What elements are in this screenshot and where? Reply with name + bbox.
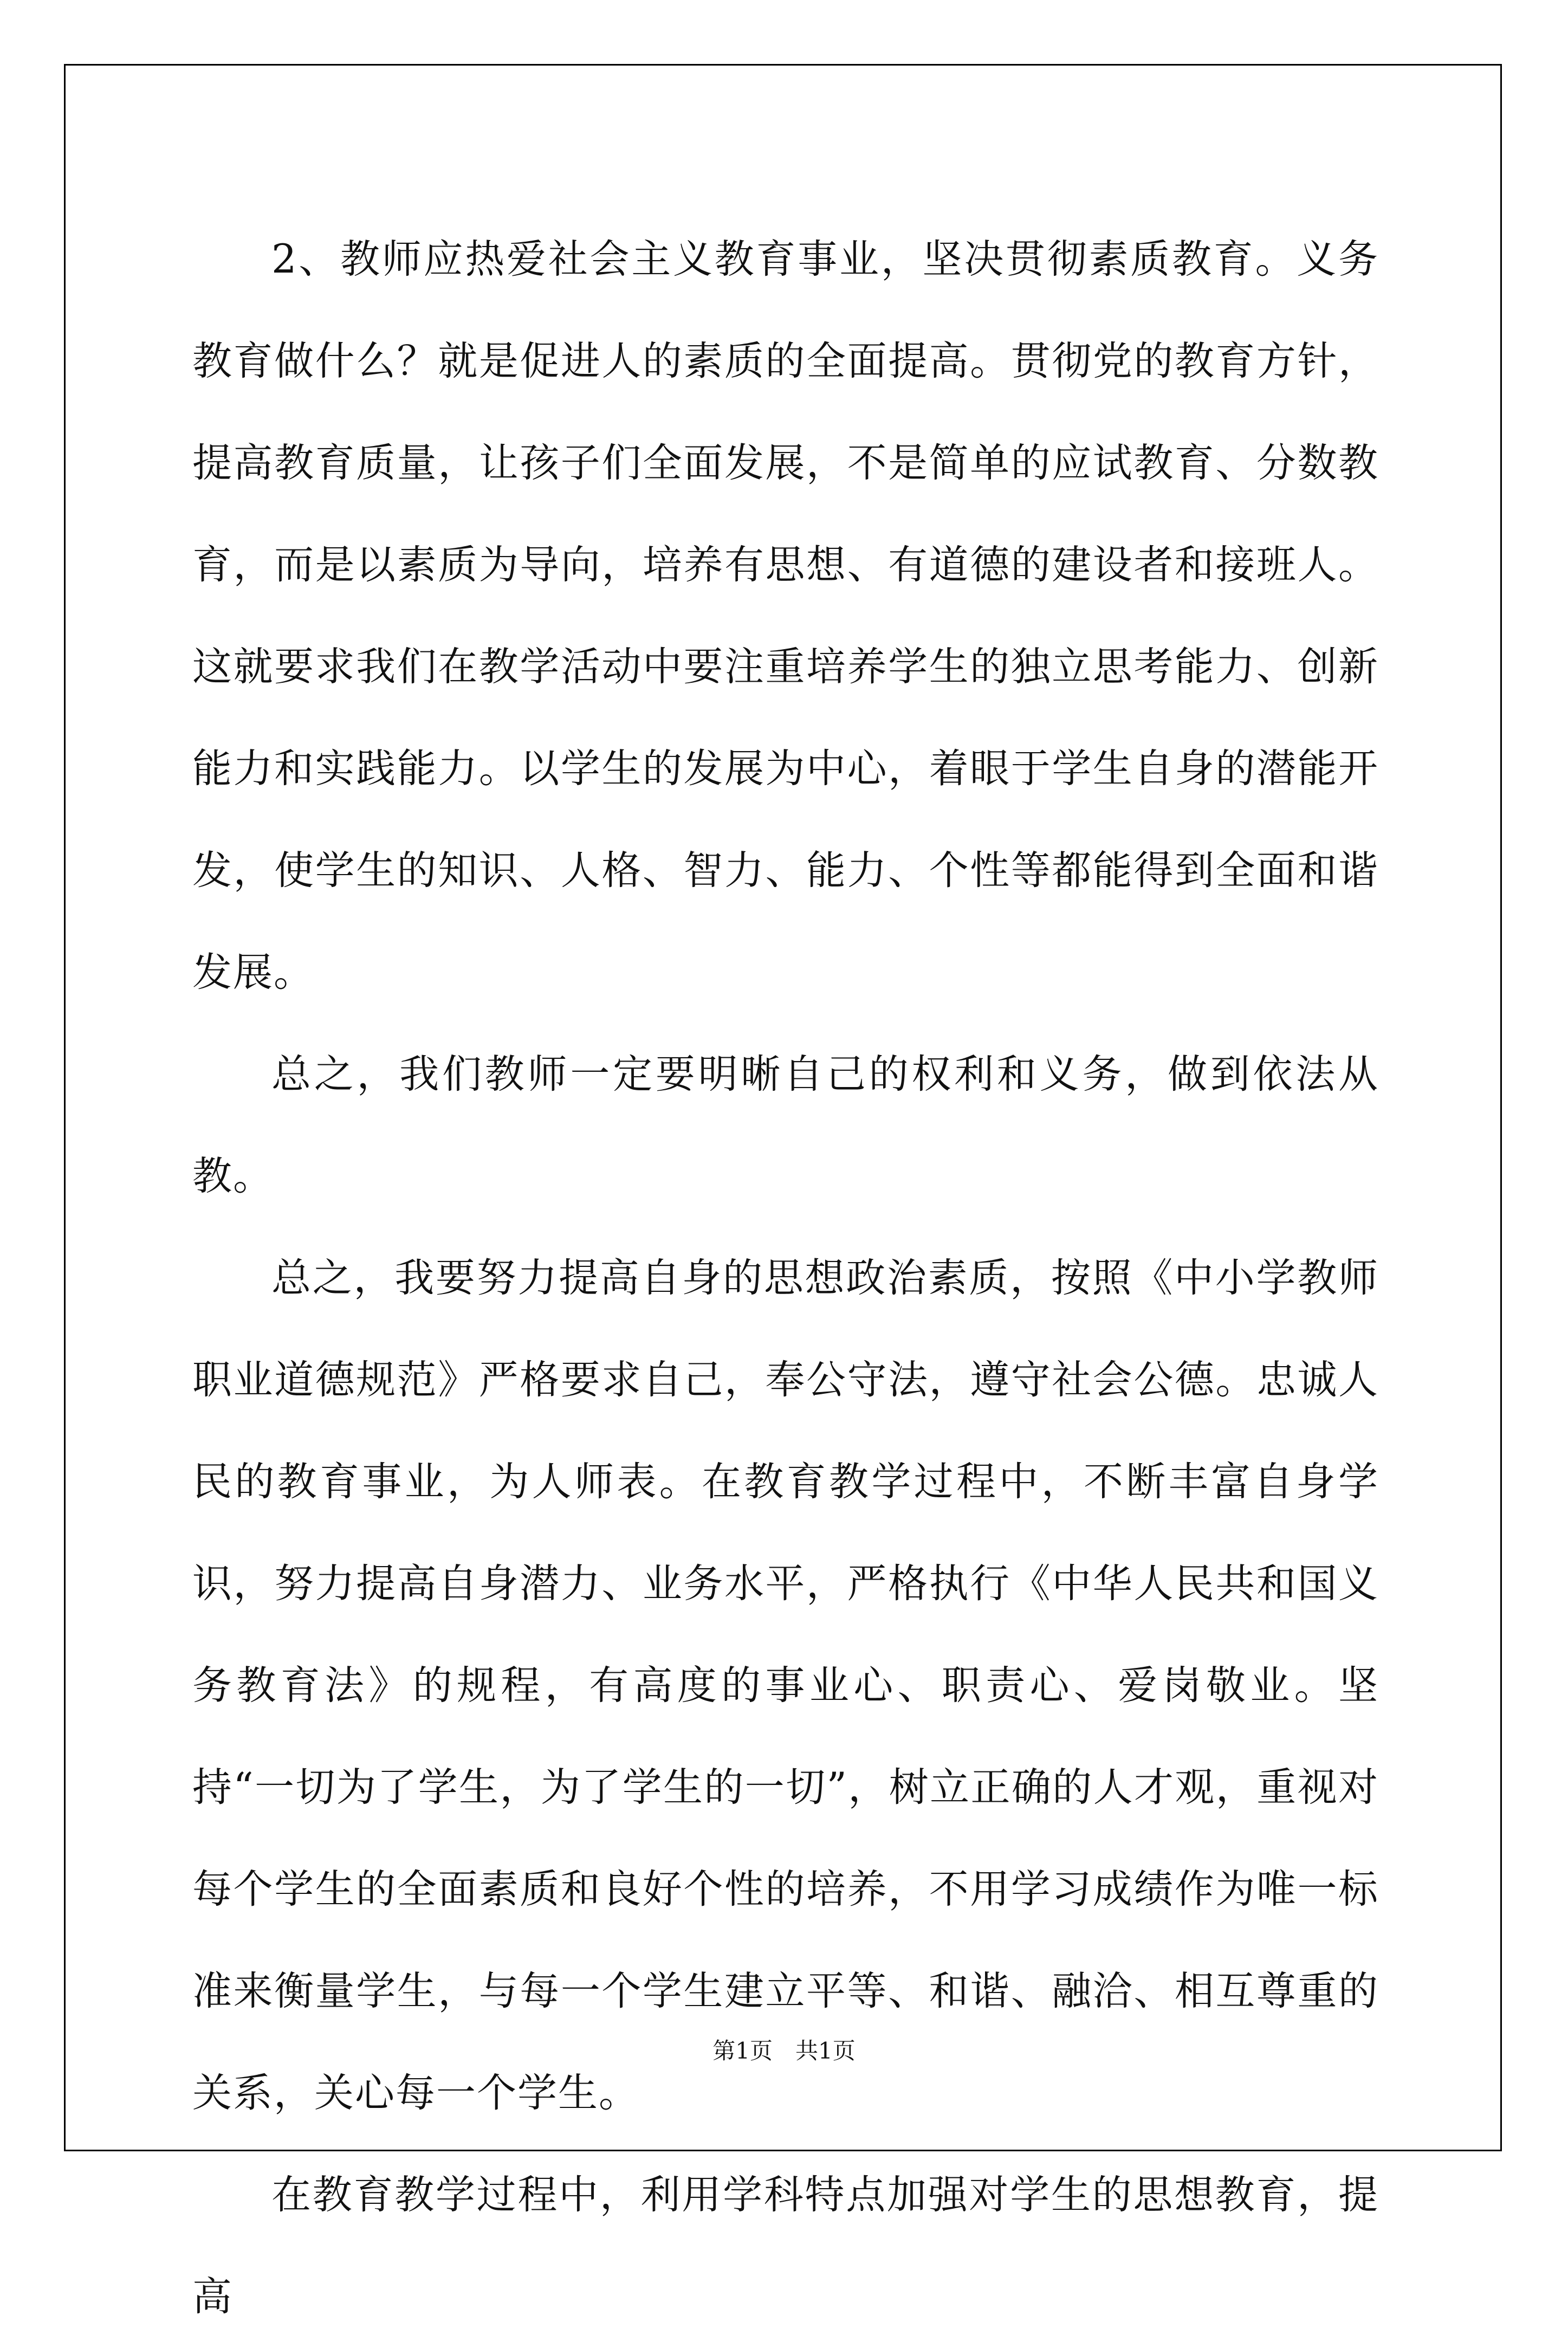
paragraph-4: 在教育教学过程中，利用学科特点加强对学生的思想教育，提高 [192,2172,1379,2320]
paragraph-1: 2、教师应热爱社会主义教育事业，坚决贯彻素质教育。义务教育做什么？就是促进人的素质的全面提高。贯彻党的教育方针，提高教育质量，让孩子们全面发展，不是简单的应试教育、分数教育，而是以素质为导向，培养有思想、有道德的建设者和接班人。这就要求我们在教学活动中要注重培养学生的独立思考能力、创新能力和实践能力。以学生的发展为中心，着眼于学生自身的潜能开发，使学生的知识、人格、智力、能力、个性等都能得到全面和谐发展。 [192,236,1379,995]
page-footer: 第1页 共1页 [712,2037,856,2064]
document-body [192,209,1379,2348]
paragraph-3: 总之，我要努力提高自身的思想政治素质，按照《中小学教师职业道德规范》严格要求自己，奉公守法，遵守社会公德。忠诚人民的教育事业，为人师表。在教育教学过程中，不断丰富自身学识，努力提高自身潜力、业务水平，严格执行《中华人民共和国义务教育法》的规程，有高度的事业心、职责心、爱岗敬业。坚持“一切为了学生，为了学生的一切”，树立正确的人才观，重视对每个学生的全面素质和良好个性的培养，不用学习成绩作为唯一标准来衡量学生，与每一个学生建立平等、和谐、融洽、相互尊重的关系，关心每一个学生。 [192,1255,1379,2116]
paragraph-2: 总之，我们教师一定要明晰自己的权利和义务，做到依法从教。 [192,1051,1379,1199]
